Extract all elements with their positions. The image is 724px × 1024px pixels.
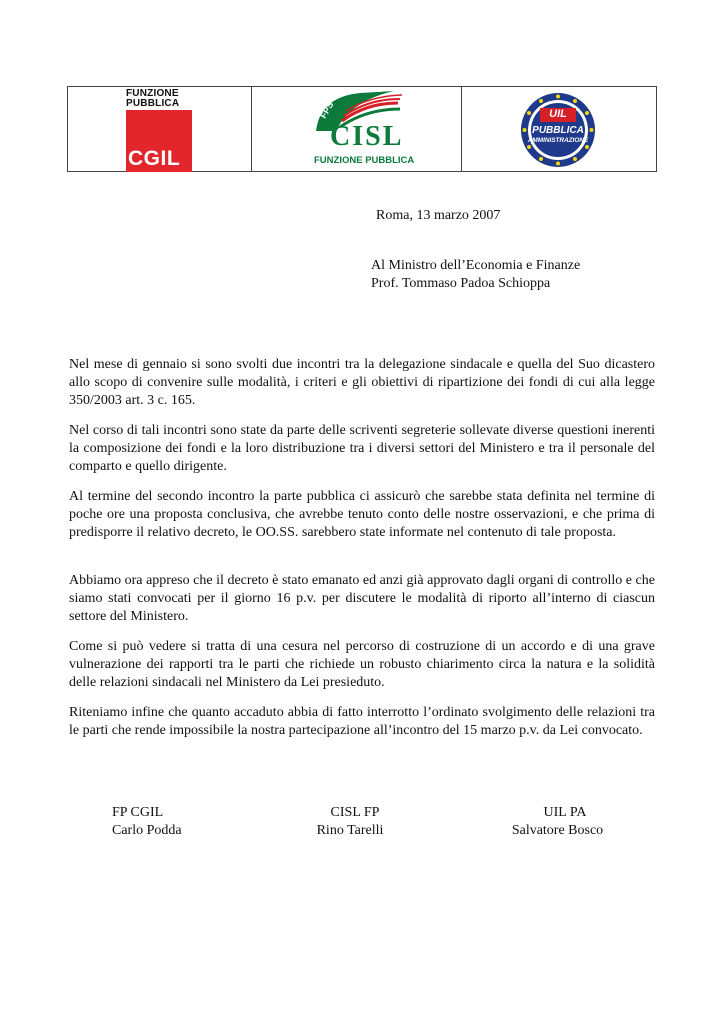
cisl-logo-sub: FUNZIONE PUBBLICA (314, 155, 415, 166)
cisl-fps-badge: FPS (318, 99, 336, 121)
signature-org-3: UIL PA (543, 805, 587, 820)
body-paragraph-6: Riteniamo infine che quanto accaduto abbia di fatto interrotto l’ordinato svolgimento delle relazioni tra le parti che rende impossibile la nostra partecipazione all’incontro del 15 marzo p.v. da Lei convocato. (69, 705, 655, 738)
uil-logo-line2: AMMINISTRAZIONE (527, 137, 589, 144)
cisl-logo-main: CISL (330, 121, 404, 152)
cgil-logo-top-line1: FUNZIONE (126, 88, 179, 99)
cisl-logo (310, 87, 420, 171)
signature-name-3: Salvatore Bosco (511, 823, 604, 838)
signature-org-1: FP CGIL (112, 805, 164, 820)
cgil-logo-main: CGIL (128, 147, 181, 170)
cgil-logo-top-line2: PUBBLICA (126, 98, 180, 109)
signature-name-2: Rino Tarelli (316, 823, 384, 838)
cgil-logo (126, 89, 192, 171)
recipient-line1: Al Ministro dell’Economia e Finanze (371, 258, 581, 273)
signature-org-2: CISL FP (330, 805, 380, 820)
uil-logo-cell (462, 87, 656, 171)
body-paragraph-4: Abbiamo ora appreso che il decreto è stato emanato ed anzi già approvato dagli organi di controllo e che siamo stati convocati per il giorno 16 p.v. per discutere le modalità di riporto all’interno di ciascun settore del Ministero. (69, 573, 655, 624)
uil-logo-main: UIL (549, 108, 567, 120)
signature-name-1: Carlo Podda (112, 823, 182, 838)
date-line: Roma, 13 marzo 2007 (376, 208, 501, 223)
uil-logo (520, 92, 596, 168)
body-paragraph-5: Come si può vedere si tratta di una cesura nel percorso di costruzione di un accordo e di una grave vulnerazione dei rapporti tra le parti che richiede un robusto chiarimento circa la natura e la solidità delle relazioni sindacali nel Ministero da Lei presieduto. (69, 639, 655, 690)
recipient-line2: Prof. Tommaso Padoa Schioppa (371, 276, 551, 291)
uil-logo-line1: PUBBLICA (532, 125, 584, 136)
cgil-logo-cell (68, 87, 252, 171)
cisl-logo-cell (252, 87, 462, 171)
letterhead-logo-table (67, 86, 657, 172)
cgil-red-block (126, 110, 192, 172)
body-paragraph-1: Nel mese di gennaio si sono svolti due incontri tra la delegazione sindacale e quella del Suo dicastero allo scopo di convenire sulle modalità, i criteri e gli obiettivi di ripartizione dei fondi di cui alla legge 350/2003 art. 3 c. 165. (69, 357, 655, 408)
body-paragraph-3: Al termine del secondo incontro la parte pubblica ci assicurò che sarebbe stata definita nel termine di poche ore una proposta conclusiva, che avrebbe tenuto conto delle nostre osservazioni, e che prima di predisporre il relativo decreto, le OO.SS. sarebbero state informate nel contenuto di tale proposta. (69, 489, 655, 540)
body-paragraph-2: Nel corso di tali incontri sono state da parte delle scriventi segreterie sollevate diverse questioni inerenti la composizione dei fondi e la loro distribuzione tra i diversi settori del Ministero e tra il personale del comparto e quello dirigente. (69, 423, 655, 474)
